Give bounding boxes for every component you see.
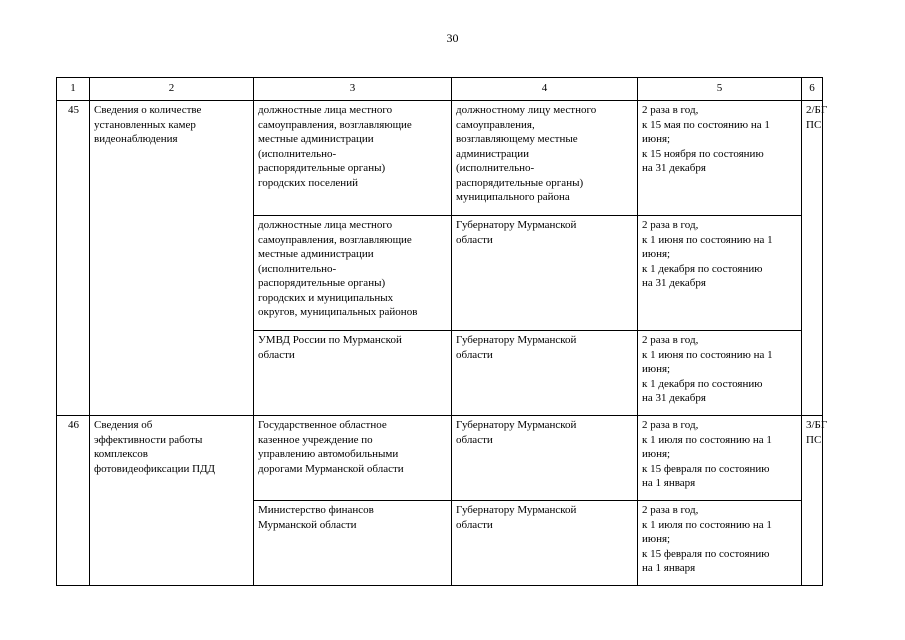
text-line: городских и муниципальных [258, 291, 394, 304]
row-number: 45 [57, 101, 90, 416]
text-line: комплексов [94, 448, 148, 460]
recipient-cell [452, 331, 638, 416]
text-line: Мурманской области [258, 518, 357, 531]
recipient-cell [452, 501, 638, 586]
text-line: распорядительные органы) [258, 277, 386, 289]
text-line: к 15 мая по состоянию на 1 [642, 118, 770, 131]
text-line: (исполнительно- [258, 262, 337, 275]
text-line: Государственное областное [258, 419, 387, 431]
text-line: 2/БГ [806, 104, 828, 116]
text-line: к 1 июля по состоянию на 1 [642, 433, 772, 446]
reporting-table [56, 77, 828, 586]
text-line: казенное учреждение по [258, 433, 373, 446]
submitter-cell [254, 501, 452, 586]
text-line: Губернатору Мурманской [456, 419, 577, 431]
text-line: на 1 января [642, 562, 696, 574]
text-line: 2 раза в год, [642, 334, 699, 346]
text-line: должностные лица местного [258, 104, 393, 116]
text-line: самоуправления, [456, 118, 535, 131]
table-row [57, 101, 823, 216]
text-line: области [456, 518, 493, 531]
text-line: Губернатору Мурманской [456, 334, 577, 346]
text-line: (исполнительно- [258, 147, 337, 160]
text-line: 2 раза в год, [642, 504, 699, 516]
text-line: управлению автомобильными [258, 448, 399, 460]
column-number-row [57, 78, 823, 101]
column-number-cell: 1 [57, 78, 90, 101]
text-line: должностные лица местного [258, 219, 393, 231]
recipient-cell [452, 216, 638, 331]
text-line: ПС [806, 118, 822, 131]
text-line: эффективности работы [94, 433, 203, 446]
text-line: распорядительные органы) [258, 162, 386, 174]
text-line: городских поселений [258, 176, 358, 189]
text-line: 2 раза в год, [642, 219, 699, 231]
text-line: Сведения о количестве [94, 104, 202, 116]
text-line: июня; [642, 448, 671, 460]
text-line: области [456, 433, 493, 446]
text-line: самоуправления, возглавляющие [258, 233, 412, 246]
text-line: к 1 июля по состоянию на 1 [642, 518, 772, 531]
text-line: на 1 января [642, 477, 696, 489]
table-row [57, 416, 823, 501]
text-line: на 31 декабря [642, 277, 706, 289]
recipient-cell [452, 416, 638, 501]
text-line: к 15 ноября по состоянию [642, 147, 764, 160]
submitter-cell [254, 416, 452, 501]
text-line: видеонаблюдения [94, 133, 178, 145]
schedule-cell [638, 501, 802, 586]
text-line: июня; [642, 363, 671, 375]
text-line: к 1 декабря по состоянию [642, 262, 763, 275]
text-line: к 15 февраля по состоянию [642, 462, 770, 475]
recipient-cell [452, 101, 638, 216]
text-line: ПС [806, 433, 822, 446]
text-line: фотовидеофиксации ПДД [94, 462, 216, 475]
submitter-cell [254, 101, 452, 216]
text-line: к 1 июня по состоянию на 1 [642, 233, 773, 246]
text-line: области [456, 233, 493, 246]
text-line: Министерство финансов [258, 504, 374, 516]
text-line: округов, муниципальных районов [258, 306, 418, 318]
text-line: УМВД России по Мурманской [258, 334, 402, 346]
report-title [90, 416, 254, 586]
column-number-cell: 2 [90, 78, 254, 101]
text-line: муниципального района [456, 191, 570, 203]
column-number-cell: 3 [254, 78, 452, 101]
form-code [802, 416, 828, 586]
schedule-cell [638, 101, 802, 216]
text-line: возглавляющему местные [456, 133, 578, 145]
submitter-cell [254, 216, 452, 331]
text-line: местные администрации [258, 133, 374, 145]
text-line: к 1 декабря по состоянию [642, 377, 763, 390]
form-code [802, 101, 828, 416]
text-line: июня; [642, 133, 671, 145]
text-line: установленных камер [94, 118, 196, 131]
column-number-cell: 4 [452, 78, 638, 101]
text-line: 2 раза в год, [642, 104, 699, 116]
text-line: к 15 февраля по состоянию [642, 547, 770, 560]
text-line: (исполнительно- [456, 162, 535, 174]
schedule-cell [638, 416, 802, 501]
schedule-cell [638, 331, 802, 416]
text-line: Губернатору Мурманской [456, 219, 577, 231]
report-title [90, 101, 254, 416]
submitter-cell [254, 331, 452, 416]
text-line: местные администрации [258, 248, 374, 260]
schedule-cell [638, 216, 802, 331]
text-line: области [258, 348, 295, 361]
text-line: Сведения об [94, 419, 153, 431]
text-line: Губернатору Мурманской [456, 504, 577, 516]
text-line: на 31 декабря [642, 392, 706, 404]
text-line: июня; [642, 248, 671, 260]
text-line: 2 раза в год, [642, 419, 699, 431]
text-line: июня; [642, 533, 671, 545]
text-line: самоуправления, возглавляющие [258, 118, 412, 131]
column-number-cell: 5 [638, 78, 802, 101]
text-line: распорядительные органы) [456, 176, 584, 189]
text-line: дорогами Мурманской области [258, 462, 404, 475]
text-line: должностному лицу местного [456, 104, 597, 116]
row-number: 46 [57, 416, 90, 586]
text-line: области [456, 348, 493, 361]
text-line: администрации [456, 147, 529, 160]
text-line: 3/БГ [806, 419, 828, 431]
page-number: 30 [446, 31, 459, 45]
text-line: на 31 декабря [642, 162, 706, 174]
text-line: к 1 июня по состоянию на 1 [642, 348, 773, 361]
column-number-cell: 6 [802, 78, 823, 101]
